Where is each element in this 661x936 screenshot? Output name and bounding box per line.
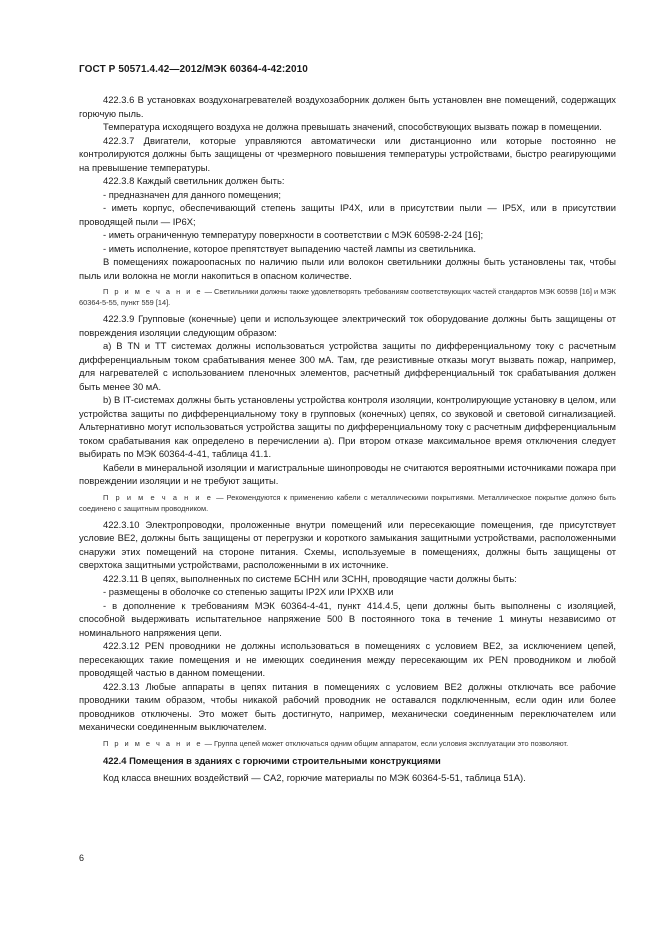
paragraph-422-3-13: 422.3.13 Любые аппараты в цепях питания в помещениях с условием BE2 должны отключать все рабочие проводники таким образом, чтобы никакой рабочий проводник не оставался подключенным, если один или более проводников отключены. Это может быть достигнуто, например, механически соединенным переключателем или механически соединенным выключателем. [79,680,616,732]
list-item: b) В IT-системах должны быть установлены устройства контроля изоляции, контролирующие установку в целом, или устройства защиты по дифференциальному току в групповых (конечных) цепях, со звуковой и световой сигнализацией. Альтернативно могут использоваться устройства защиты по дифференциальному току с расчетным дифференциальным током срабатывания как определено в перечислении а). При втором отказе максимальное время отключения следует выбирать по МЭК 60364-4-41, таблица 41.1. [79,394,616,459]
note-label: П р и м е ч а н и е [103,287,203,296]
page-number: 6 [79,853,85,863]
list-item: - размещены в оболочке со степенью защиты IP2X или IPXXB или [103,586,394,597]
note-text: — Рекомендуются к применению кабели с металлическими покрытиями. Металлическое покрытие должно быть соединено с защитным проводником. [79,492,616,513]
paragraph: Код класса внешних воздействий — CA2, горючие материалы по МЭК 60364-5-51, таблица 51A). [103,772,526,783]
paragraph-422-3-6: 422.3.6 В установках воздухонагревателей воздухозаборник должен быть установлен вне помещений, содержащих горючую пыль. [79,94,616,119]
paragraph: В помещениях пожароопасных по наличию пыли или волокон светильники должны быть установлены так, чтобы пыль или волокна не могли накопиться в опасном количестве. [79,256,616,281]
note [79,492,616,514]
note [79,286,616,308]
list-item: - предназначен для данного помещения; [103,188,281,200]
list-item: a) В TN и TT системах должны использоваться устройства защиты по дифференциальному току с расчетным дифференциальным током срабатывания менее 300 мА. Там, где резистивные отказы могут вызвать пожар, например, для нагревателей с использованием пленочных элементов, расчетный дифференциальный ток срабатывания должен быть менее 30 мА. [79,340,616,392]
list-item: - иметь корпус, обеспечивающий степень защиты IP4X, или в присутствии пыли — IP5X, или в присутствии проводящей пыли — IP6X; [79,202,616,227]
document-header: ГОСТ Р 50571.4.42—2012/МЭК 60364-4-42:2010 [79,64,308,75]
list-item: - в дополнение к требованиям МЭК 60364-4-41, пункт 414.4.5, цепи должны быть выполнены с изоляцией, способной выдерживать испытательное напряжение 500 В постоянного тока в течение 1 минуты независимо от номинального напряжения цепи. [79,599,616,638]
list-item: - иметь ограниченную температуру поверхности в соответствии с МЭК 60598-2-24 [16]; [103,229,484,240]
note-label: П р и м е ч а н и е [103,738,203,748]
note-text: — Светильники должны также удовлетворять требованиям соответствующих частей стандартов МЭК 60598 [16] и МЭК 60364-5-55, пункт 559 [14]. [79,287,616,307]
note-text: — Группа цепей может отключаться одним общим аппаратом, если условия эксплуатации это позволяют. [202,738,569,748]
paragraph-422-3-8: 422.3.8 Каждый светильник должен быть: [103,175,285,186]
paragraph-422-3-12: 422.3.12 PEN проводники не должны использоваться в помещениях с условием BE2, за исключением цепей, пересекающих такие помещения и не имеющих соединения между пересекающим их PEN проводником и любой проводящей частью в данном помещении. [79,640,616,678]
paragraph: Кабели в минеральной изоляции и магистральные шинопроводы не считаются вероятными источниками пожара при повреждении изоляции и не требуют защиты. [79,461,616,486]
note [79,738,616,749]
paragraph-422-3-10: 422.3.10 Электропроводки, проложенные внутри помещений или пересекающие помещения, где присутствует условие BE2, должны быть защищены от перегрузки и короткого замыкания защитными устройствами, расположенными снаружи этих помещений на стороне питания. Схемы, используемые в помещениях, должны быть защищены от сверхтока защитными устройствами, расположенными в их источнике. [79,518,616,570]
paragraph-422-3-7: 422.3.7 Двигатели, которые управляются автоматически или дистанционно или которые постоянно не контролируются должны быть защищены от чрезмерного повышения температуры устройствами, быстро реагирующими на превышение температуры. [79,134,616,173]
paragraph-422-3-11: 422.3.11 В цепях, выполненных по системе БСНН или ЗСНН, проводящие части должны быть: [103,572,517,584]
document-body [79,93,616,785]
section-heading: 422.4 Помещения в зданиях с горючими строительными конструкциями [103,754,441,766]
list-item: - иметь исполнение, которое препятствует выпадению частей лампы из светильника. [103,242,477,254]
paragraph: Температура исходящего воздуха не должна превышать значений, способствующих вызвать пожар в помещении. [103,121,602,132]
paragraph-422-3-9: 422.3.9 Групповые (конечные) цепи и использующее электрический ток оборудование должны быть защищены от повреждения изоляции следующим образом: [79,313,616,338]
note-label: П р и м е ч а н и е [103,492,213,502]
